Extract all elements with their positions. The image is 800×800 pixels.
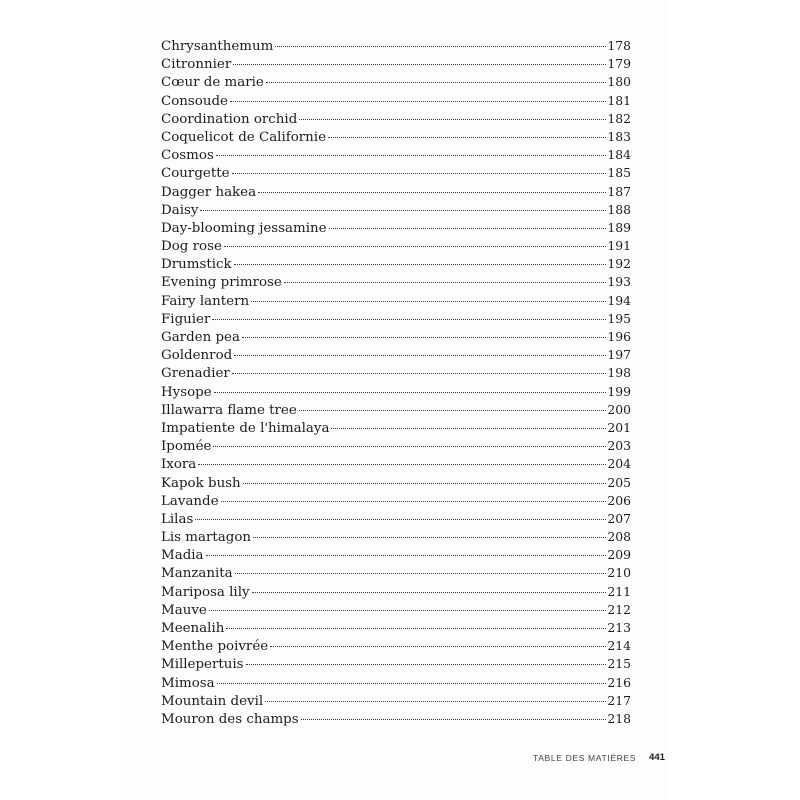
toc-entry (161, 201, 631, 219)
toc-entry-page: 205 (607, 474, 631, 490)
toc-entry-page: 181 (607, 92, 631, 108)
toc-leader-dots (253, 537, 606, 538)
toc-entry-page: 197 (607, 347, 631, 363)
page-footer (0, 753, 800, 767)
table-of-contents (161, 37, 631, 728)
toc-entry (161, 219, 631, 237)
toc-entry-title: Cosmos (161, 148, 214, 164)
toc-entry-page: 218 (607, 710, 631, 726)
toc-entry (161, 528, 631, 546)
footer-page-number: 441 (649, 752, 666, 763)
toc-entry-page: 193 (607, 274, 631, 290)
toc-entry-title: Daisy (161, 202, 199, 218)
toc-entry-title: Evening primrose (161, 275, 282, 291)
toc-leader-dots (329, 228, 607, 229)
toc-entry-page: 198 (607, 365, 631, 381)
toc-entry (161, 328, 631, 346)
toc-entry (161, 655, 631, 673)
toc-entry-page: 184 (607, 147, 631, 163)
toc-leader-dots (195, 519, 606, 520)
toc-leader-dots (265, 701, 606, 702)
toc-entry (161, 546, 631, 564)
toc-entry-page: 185 (607, 165, 631, 181)
toc-entry-title: Chrysanthemum (161, 39, 274, 54)
toc-leader-dots (234, 355, 606, 356)
toc-entry (161, 474, 631, 492)
toc-leader-dots (221, 501, 607, 502)
toc-leader-dots (243, 483, 607, 484)
toc-entry-title: Illawarra flame tree (161, 402, 297, 418)
toc-entry-page: 180 (607, 74, 631, 90)
toc-entry-page: 207 (607, 510, 631, 526)
toc-entry-page: 209 (607, 547, 631, 563)
toc-leader-dots (224, 246, 606, 247)
toc-leader-dots (328, 137, 606, 138)
toc-entry-title: Impatiente de l'himalaya (161, 420, 330, 436)
toc-entry-page: 178 (607, 38, 631, 53)
toc-entry (161, 564, 631, 582)
toc-entry-title: Millepertuis (161, 657, 244, 673)
toc-leader-dots (270, 646, 606, 647)
toc-entry (161, 674, 631, 692)
toc-entry (161, 37, 631, 55)
toc-entry-title: Lavande (161, 493, 219, 509)
toc-entry-title: Mimosa (161, 675, 215, 691)
toc-leader-dots (275, 46, 606, 47)
toc-leader-dots (209, 610, 607, 611)
toc-entry (161, 492, 631, 510)
toc-entry-title: Fairy lantern (161, 293, 250, 309)
toc-entry-page: 192 (607, 256, 631, 272)
toc-entry-page: 215 (607, 656, 631, 672)
toc-leader-dots (216, 155, 607, 156)
toc-entry-page: 217 (607, 692, 631, 708)
toc-entry-page: 179 (607, 56, 631, 72)
toc-entry-title: Day-blooming jessamine (161, 220, 327, 236)
toc-entry-page: 189 (607, 219, 631, 235)
toc-leader-dots (230, 101, 606, 102)
toc-leader-dots (217, 683, 607, 684)
toc-entry-title: Kapok bush (161, 475, 241, 491)
toc-entry-page: 216 (607, 674, 631, 690)
toc-entry-page: 196 (607, 329, 631, 344)
toc-entry-title: Drumstick (161, 257, 232, 273)
toc-entry-title: Dog rose (161, 239, 222, 255)
toc-leader-dots (232, 173, 607, 174)
toc-entry-page: 208 (607, 529, 631, 545)
toc-entry-page: 210 (607, 565, 631, 581)
toc-entry-title: Lilas (161, 511, 194, 527)
toc-entry-title: Dagger hakea (161, 184, 257, 200)
toc-entry-page: 187 (607, 183, 631, 199)
toc-entry (161, 401, 631, 419)
toc-entry-page: 212 (607, 601, 631, 617)
toc-entry-page: 204 (607, 456, 631, 472)
toc-leader-dots (212, 319, 606, 320)
toc-entry-page: 195 (607, 310, 631, 326)
toc-leader-dots (251, 301, 606, 302)
toc-entry (161, 364, 631, 382)
toc-entry-page: 200 (607, 401, 631, 417)
toc-entry-page: 201 (607, 419, 631, 435)
toc-entry (161, 310, 631, 328)
toc-entry (161, 437, 631, 455)
toc-entry-title: Coquelicot de Californie (161, 129, 326, 145)
toc-leader-dots (213, 446, 606, 447)
toc-leader-dots (233, 64, 606, 65)
toc-entry (161, 92, 631, 110)
toc-entry-title: Mariposa lily (161, 584, 250, 600)
toc-entry-page: 213 (607, 620, 631, 635)
toc-entry (161, 146, 631, 164)
toc-entry-title: Manzanita (161, 566, 233, 582)
toc-entry (161, 346, 631, 364)
toc-leader-dots (206, 555, 607, 556)
toc-entry (161, 273, 631, 291)
toc-entry-title: Courgette (161, 166, 230, 182)
toc-leader-dots (242, 337, 606, 338)
toc-entry-title: Consoude (161, 93, 228, 109)
toc-entry (161, 164, 631, 182)
toc-entry (161, 637, 631, 655)
toc-entry-page: 191 (607, 238, 631, 254)
toc-leader-dots (246, 664, 607, 665)
toc-entry-page: 203 (607, 438, 631, 454)
toc-leader-dots (299, 410, 607, 411)
toc-entry-title: Meenalih (161, 621, 225, 636)
toc-leader-dots (226, 628, 606, 629)
toc-entry-title: Cœur de marie (161, 75, 264, 91)
toc-leader-dots (200, 210, 606, 211)
toc-entry (161, 601, 631, 619)
toc-entry-page: 214 (607, 638, 631, 654)
toc-entry-page: 206 (607, 492, 631, 508)
toc-entry-title: Coordination orchid (161, 111, 298, 127)
toc-entry-title: Goldenrod (161, 348, 233, 364)
toc-entry (161, 73, 631, 91)
toc-entry (161, 110, 631, 128)
toc-entry-title: Grenadier (161, 366, 230, 382)
toc-entry-title: Mauve (161, 602, 207, 618)
toc-entry (161, 128, 631, 146)
toc-entry-title: Menthe poivrée (161, 639, 269, 655)
toc-entry-page: 182 (607, 110, 631, 126)
toc-leader-dots (252, 592, 607, 593)
toc-entry (161, 619, 631, 637)
toc-entry-title: Hysope (161, 384, 212, 400)
toc-leader-dots (266, 82, 607, 83)
toc-entry-title: Lis martagon (161, 530, 252, 546)
toc-entry (161, 510, 631, 528)
toc-leader-dots (214, 392, 607, 393)
toc-entry-title: Garden pea (161, 330, 240, 345)
toc-entry-page: 188 (607, 201, 631, 217)
toc-entry-title: Figuier (161, 311, 211, 327)
toc-entry (161, 55, 631, 73)
toc-entry-title: Citronnier (161, 57, 232, 73)
toc-leader-dots (232, 373, 607, 374)
toc-leader-dots (234, 264, 607, 265)
toc-entry-title: Mouron des champs (161, 711, 299, 727)
toc-leader-dots (198, 464, 606, 465)
toc-entry (161, 255, 631, 273)
toc-entry-page: 211 (607, 583, 631, 599)
toc-entry (161, 292, 631, 310)
toc-entry-page: 194 (607, 292, 631, 308)
toc-leader-dots (331, 428, 606, 429)
footer-section-label: TABLE DES MATIÈRES (533, 753, 637, 763)
toc-entry (161, 692, 631, 710)
toc-entry-title: Ipomée (161, 439, 212, 455)
toc-entry-title: Mountain devil (161, 693, 264, 709)
toc-leader-dots (235, 573, 607, 574)
toc-entry (161, 237, 631, 255)
toc-entry (161, 710, 631, 728)
toc-entry (161, 183, 631, 201)
toc-entry (161, 419, 631, 437)
toc-leader-dots (301, 719, 607, 720)
toc-leader-dots (299, 119, 606, 120)
toc-entry (161, 583, 631, 601)
toc-entry (161, 383, 631, 401)
toc-entry-page: 183 (607, 128, 631, 144)
toc-leader-dots (284, 282, 607, 283)
toc-entry-title: Madia (161, 548, 204, 564)
toc-entry-page: 199 (607, 383, 631, 399)
toc-entry-title: Ixora (161, 457, 197, 473)
toc-leader-dots (258, 192, 606, 193)
toc-entry (161, 455, 631, 473)
